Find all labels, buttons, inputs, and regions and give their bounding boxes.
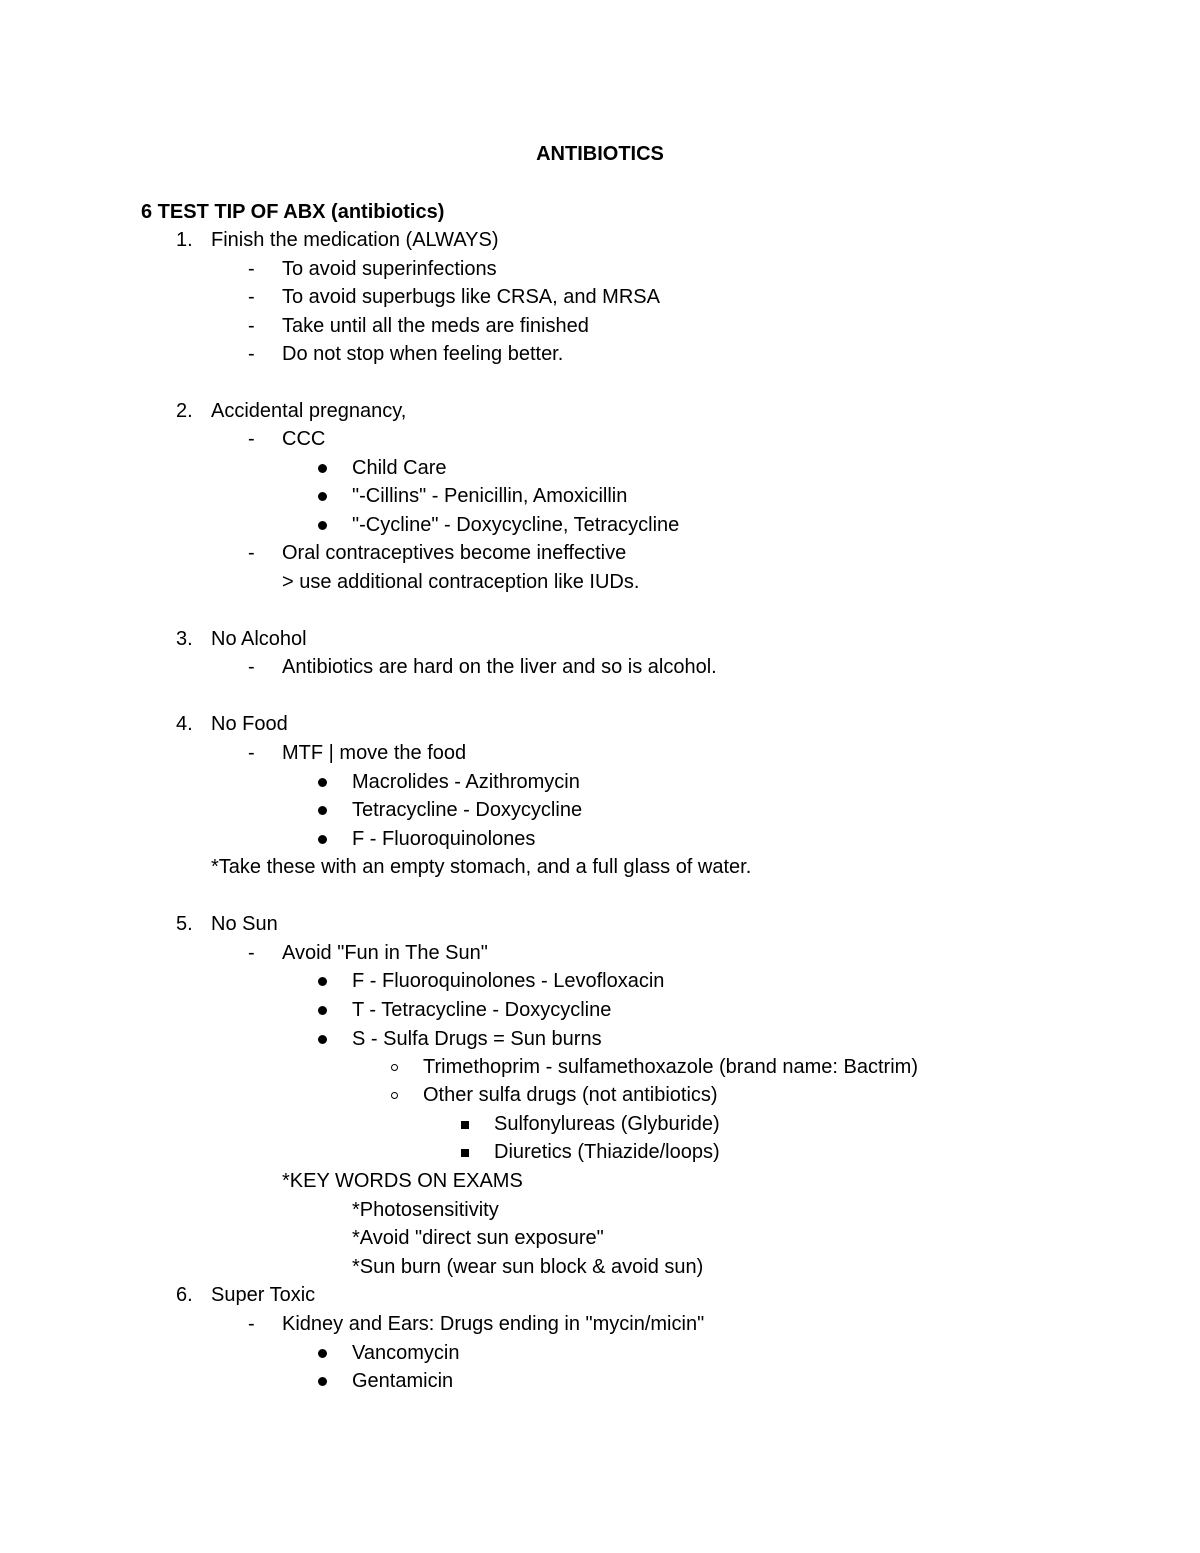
dash-marker: -	[248, 428, 255, 450]
bullet-item: T - Tetracycline - Doxycycline	[352, 999, 612, 1021]
hollow-bullet-icon	[391, 1064, 398, 1071]
list-item-no-food: No Food	[211, 713, 288, 735]
bullet-icon	[318, 778, 327, 787]
page-title: ANTIBIOTICS	[536, 143, 664, 165]
bullet-item: Vancomycin	[352, 1342, 460, 1364]
dash-marker: -	[248, 1313, 255, 1335]
bullet-item: Macrolides - Azithromycin	[352, 771, 580, 793]
list-number-6: 6.	[176, 1284, 193, 1306]
list-item-finish-medication: Finish the medication (ALWAYS)	[211, 229, 499, 251]
list-item-accidental-pregnancy: Accidental pregnancy,	[211, 400, 407, 422]
bullet-item: S - Sulfa Drugs = Sun burns	[352, 1028, 602, 1050]
sub-item: MTF | move the food	[282, 742, 467, 764]
sub-sub-bullet-item: Sulfonylureas (Glyburide)	[494, 1113, 720, 1135]
bullet-icon	[318, 464, 327, 473]
sub-item: Do not stop when feeling better.	[282, 343, 564, 365]
bullet-icon	[318, 1349, 327, 1358]
list-number-3: 3.	[176, 628, 193, 650]
sub-item-continuation: > use additional contraception like IUDs.	[282, 571, 640, 593]
bullet-icon	[318, 806, 327, 815]
sub-item: Antibiotics are hard on the liver and so is alcohol.	[282, 656, 717, 678]
sub-item: To avoid superinfections	[282, 258, 497, 280]
bullet-item: F - Fluoroquinolones - Levofloxacin	[352, 970, 665, 992]
bullet-icon	[318, 977, 327, 986]
dash-marker: -	[248, 258, 255, 280]
note: *Take these with an empty stomach, and a full glass of water.	[211, 856, 752, 878]
square-bullet-icon	[461, 1121, 469, 1129]
list-item-super-toxic: Super Toxic	[211, 1284, 316, 1306]
dash-marker: -	[248, 742, 255, 764]
bullet-icon	[318, 521, 327, 530]
list-number-5: 5.	[176, 913, 193, 935]
sub-bullet-item: Trimethoprim - sulfamethoxazole (brand name: Bactrim)	[423, 1056, 918, 1078]
sub-item: Take until all the meds are finished	[282, 315, 589, 337]
bullet-item: Child Care	[352, 457, 447, 479]
bullet-icon	[318, 1377, 327, 1386]
list-number-4: 4.	[176, 713, 193, 735]
square-bullet-icon	[461, 1149, 469, 1157]
bullet-item: "-Cillins" - Penicillin, Amoxicillin	[352, 485, 628, 507]
bullet-item: F - Fluoroquinolones	[352, 828, 536, 850]
list-item-no-alcohol: No Alcohol	[211, 628, 307, 650]
bullet-item: Tetracycline - Doxycycline	[352, 799, 583, 821]
hollow-bullet-icon	[391, 1092, 398, 1099]
dash-marker: -	[248, 286, 255, 308]
list-number-1: 1.	[176, 229, 193, 251]
bullet-icon	[318, 835, 327, 844]
dash-marker: -	[248, 343, 255, 365]
bullet-item: Gentamicin	[352, 1370, 454, 1392]
key-word: *Photosensitivity	[352, 1199, 499, 1221]
sub-sub-bullet-item: Diuretics (Thiazide/loops)	[494, 1141, 720, 1163]
dash-marker: -	[248, 542, 255, 564]
bullet-icon	[318, 1006, 327, 1015]
list-number-2: 2.	[176, 400, 193, 422]
sub-item: Kidney and Ears: Drugs ending in "mycin/micin"	[282, 1313, 705, 1335]
dash-marker: -	[248, 315, 255, 337]
sub-item: Avoid "Fun in The Sun"	[282, 942, 488, 964]
dash-marker: -	[248, 942, 255, 964]
key-word: *Sun burn (wear sun block & avoid sun)	[352, 1256, 704, 1278]
list-item-no-sun: No Sun	[211, 913, 278, 935]
bullet-item: "-Cycline" - Doxycycline, Tetracycline	[352, 514, 680, 536]
sub-item: To avoid superbugs like CRSA, and MRSA	[282, 286, 660, 308]
key-words-label: *KEY WORDS ON EXAMS	[282, 1170, 523, 1192]
sub-item: CCC	[282, 428, 326, 450]
sub-bullet-item: Other sulfa drugs (not antibiotics)	[423, 1084, 718, 1106]
key-word: *Avoid "direct sun exposure"	[352, 1227, 604, 1249]
bullet-icon	[318, 492, 327, 501]
dash-marker: -	[248, 656, 255, 678]
sub-item: Oral contraceptives become ineffective	[282, 542, 627, 564]
section-heading: 6 TEST TIP OF ABX (antibiotics)	[141, 201, 445, 223]
bullet-icon	[318, 1035, 327, 1044]
